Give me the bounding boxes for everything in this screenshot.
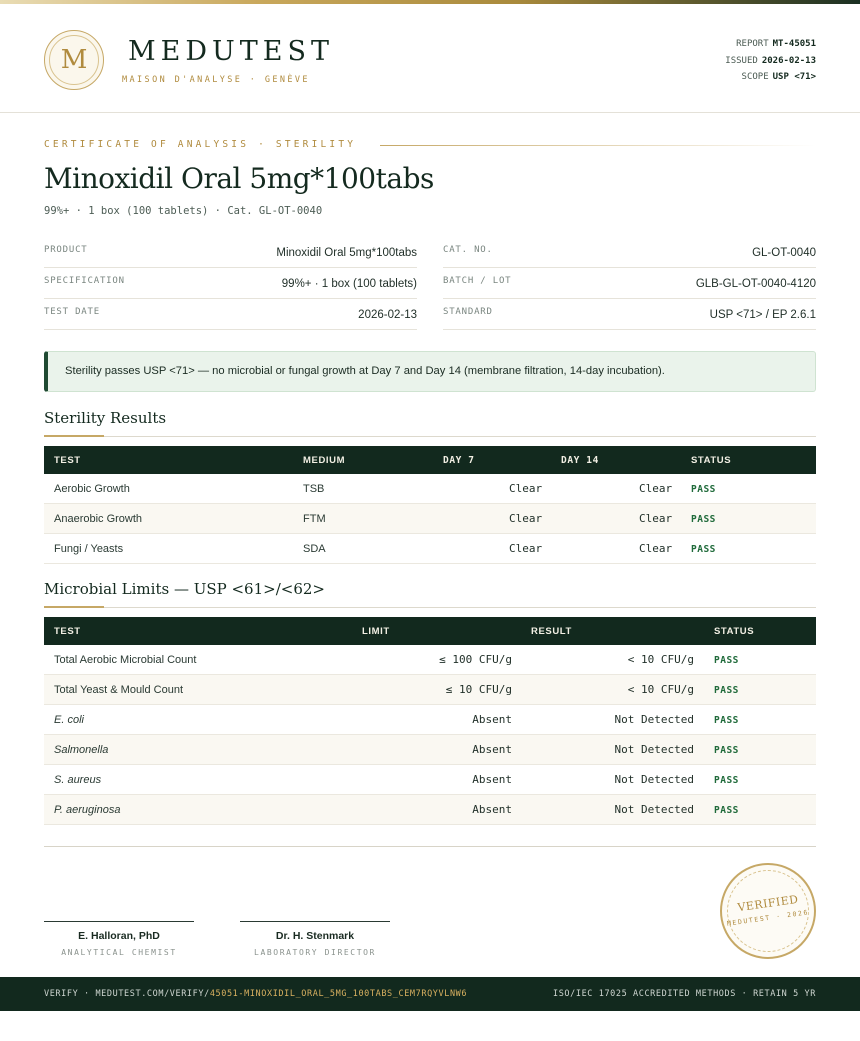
info-label: SPECIFICATION xyxy=(44,276,125,286)
cell-test: Fungi / Yeasts xyxy=(54,543,124,555)
cell-result: Not Detected xyxy=(614,773,694,786)
cell-medium: FTM xyxy=(303,513,326,525)
signature-line xyxy=(240,921,390,922)
table-row xyxy=(44,795,816,825)
verify-link[interactable] xyxy=(44,989,467,999)
cell-day14: Clear xyxy=(639,542,673,555)
notice-text: Sterility passes USP <71> — no microbial or fungal growth at Day 7 and Day 14 (membrane filtration, 14-day incubation). xyxy=(65,365,665,377)
info-value: 2026-02-13 xyxy=(358,309,417,321)
table-row xyxy=(44,645,816,675)
info-label: TEST DATE xyxy=(44,307,100,317)
info-label: BATCH / LOT xyxy=(443,276,512,286)
verify-prefix: VERIFY · MEDUTEST.COM/VERIFY/ xyxy=(44,989,210,999)
status-badge: PASS xyxy=(691,484,716,495)
status-badge: PASS xyxy=(714,655,739,666)
signature-line xyxy=(44,921,194,922)
scope-value: USP <71> xyxy=(772,72,816,82)
seal-subtext: MEDUTEST · 2026 xyxy=(726,908,810,928)
eyebrow-divider xyxy=(380,145,816,146)
status-badge: PASS xyxy=(714,745,739,756)
seal-text: VERIFIED xyxy=(736,892,800,915)
table-header xyxy=(44,617,816,645)
accreditation-note: ISO/IEC 17025 ACCREDITED METHODS · RETAIN 5 YR xyxy=(552,989,816,999)
microbial-section-title: Microbial Limits — USP <61>/<62> xyxy=(44,580,325,598)
cell-result: < 10 CFU/g xyxy=(627,683,694,696)
info-row xyxy=(443,268,816,299)
verification-footer xyxy=(0,977,860,1011)
sterility-notice xyxy=(44,351,816,392)
cell-result: Not Detected xyxy=(614,743,694,756)
column-header: RESULT xyxy=(531,626,572,637)
column-header: MEDIUM xyxy=(303,455,346,466)
info-row xyxy=(44,237,417,268)
signatory-role: LABORATORY DIRECTOR xyxy=(254,948,376,957)
cell-test: Salmonella xyxy=(54,744,109,756)
brand-logo xyxy=(44,30,104,90)
column-header: DAY 7 xyxy=(443,455,475,466)
signatory-role: ANALYTICAL CHEMIST xyxy=(61,948,177,957)
section-divider xyxy=(44,607,816,608)
cell-limit: ≤ 10 CFU/g xyxy=(445,683,512,696)
table-row xyxy=(44,504,816,534)
table-row xyxy=(44,474,816,504)
meta-issued: ISSUED 2026-02-13 xyxy=(725,55,816,66)
table-row xyxy=(44,705,816,735)
cell-medium: TSB xyxy=(303,483,325,495)
column-header: TEST xyxy=(54,626,81,637)
cell-test: Aerobic Growth xyxy=(54,483,130,495)
status-badge: PASS xyxy=(691,514,716,525)
cell-limit: ≤ 100 CFU/g xyxy=(439,653,512,666)
status-badge: PASS xyxy=(714,715,739,726)
info-label: PRODUCT xyxy=(44,245,88,255)
meta-report: REPORT MT-45051 xyxy=(736,39,816,49)
cell-result: Not Detected xyxy=(614,803,694,816)
info-row xyxy=(44,268,417,299)
brand-tagline: MAISON D'ANALYSE · GENÈVE xyxy=(122,75,310,85)
cell-day14: Clear xyxy=(639,512,673,525)
status-badge: PASS xyxy=(714,775,739,786)
cell-test: Total Yeast & Mould Count xyxy=(54,684,184,696)
info-row xyxy=(443,299,816,330)
cell-limit: Absent xyxy=(472,803,512,816)
cell-limit: Absent xyxy=(472,743,512,756)
info-label: CAT. NO. xyxy=(443,245,493,255)
cell-result: < 10 CFU/g xyxy=(627,653,694,666)
table-header xyxy=(44,446,816,474)
report-meta xyxy=(725,36,816,86)
cell-test: E. coli xyxy=(54,714,84,726)
info-column-right xyxy=(443,237,816,330)
signature-block xyxy=(240,921,390,957)
info-value: GL-OT-0040 xyxy=(752,247,816,259)
cell-test: Anaerobic Growth xyxy=(54,513,143,525)
cell-test: Total Aerobic Microbial Count xyxy=(54,654,197,666)
column-header: TEST xyxy=(54,455,81,466)
cell-limit: Absent xyxy=(472,713,512,726)
brand-name: MEDUTEST xyxy=(128,36,334,67)
cell-test: P. aeruginosa xyxy=(54,804,121,816)
info-value: USP <71> / EP 2.6.1 xyxy=(709,309,816,321)
info-column-left xyxy=(44,237,417,330)
cell-test: S. aureus xyxy=(54,774,102,786)
column-header: STATUS xyxy=(714,626,755,637)
meta-scope: SCOPE USP <71> xyxy=(741,72,816,82)
cell-result: Not Detected xyxy=(614,713,694,726)
cell-day7: Clear xyxy=(509,512,543,525)
product-title: Minoxidil Oral 5mg*100tabs xyxy=(44,162,434,195)
column-header: LIMIT xyxy=(362,626,390,637)
signatory-name: E. Halloran, PhD xyxy=(78,930,160,942)
cell-day7: Clear xyxy=(509,542,543,555)
signature-block xyxy=(44,921,194,957)
product-subtitle: 99%+ · 1 box (100 tablets) · Cat. GL-OT-0040 xyxy=(44,205,323,217)
status-badge: PASS xyxy=(691,544,716,555)
cell-day14: Clear xyxy=(639,482,673,495)
document-eyebrow: CERTIFICATE OF ANALYSIS · STERILITY xyxy=(44,139,357,150)
info-value: Minoxidil Oral 5mg*100tabs xyxy=(276,247,417,259)
info-row xyxy=(443,237,816,268)
sterility-section-title: Sterility Results xyxy=(44,409,167,427)
status-badge: PASS xyxy=(714,805,739,816)
table-row xyxy=(44,765,816,795)
signature-divider xyxy=(44,846,816,847)
logo-monogram: M xyxy=(49,35,99,85)
report-number: MT-45051 xyxy=(772,39,816,49)
sterility-table xyxy=(44,446,816,564)
table-row xyxy=(44,534,816,564)
cell-medium: SDA xyxy=(303,543,326,555)
column-header: STATUS xyxy=(691,455,732,466)
status-badge: PASS xyxy=(714,685,739,696)
info-value: 99%+ · 1 box (100 tablets) xyxy=(281,278,417,290)
section-divider xyxy=(44,436,816,437)
info-row xyxy=(44,299,417,330)
cell-day7: Clear xyxy=(509,482,543,495)
issued-date: 2026-02-13 xyxy=(761,55,816,66)
info-label: STANDARD xyxy=(443,307,493,317)
verify-code[interactable]: 45051-MINOXIDIL_ORAL_5MG_100TABS_CEM7RQYVLNW6 xyxy=(209,989,468,999)
info-value: GLB-GL-OT-0040-4120 xyxy=(695,278,816,290)
microbial-table xyxy=(44,617,816,825)
section-accent xyxy=(44,606,104,608)
section-accent xyxy=(44,435,104,437)
table-row xyxy=(44,735,816,765)
column-header: DAY 14 xyxy=(561,455,599,466)
table-row xyxy=(44,675,816,705)
report-header xyxy=(0,4,860,113)
signatory-name: Dr. H. Stenmark xyxy=(275,930,355,942)
cell-limit: Absent xyxy=(472,773,512,786)
verified-seal xyxy=(720,863,816,959)
